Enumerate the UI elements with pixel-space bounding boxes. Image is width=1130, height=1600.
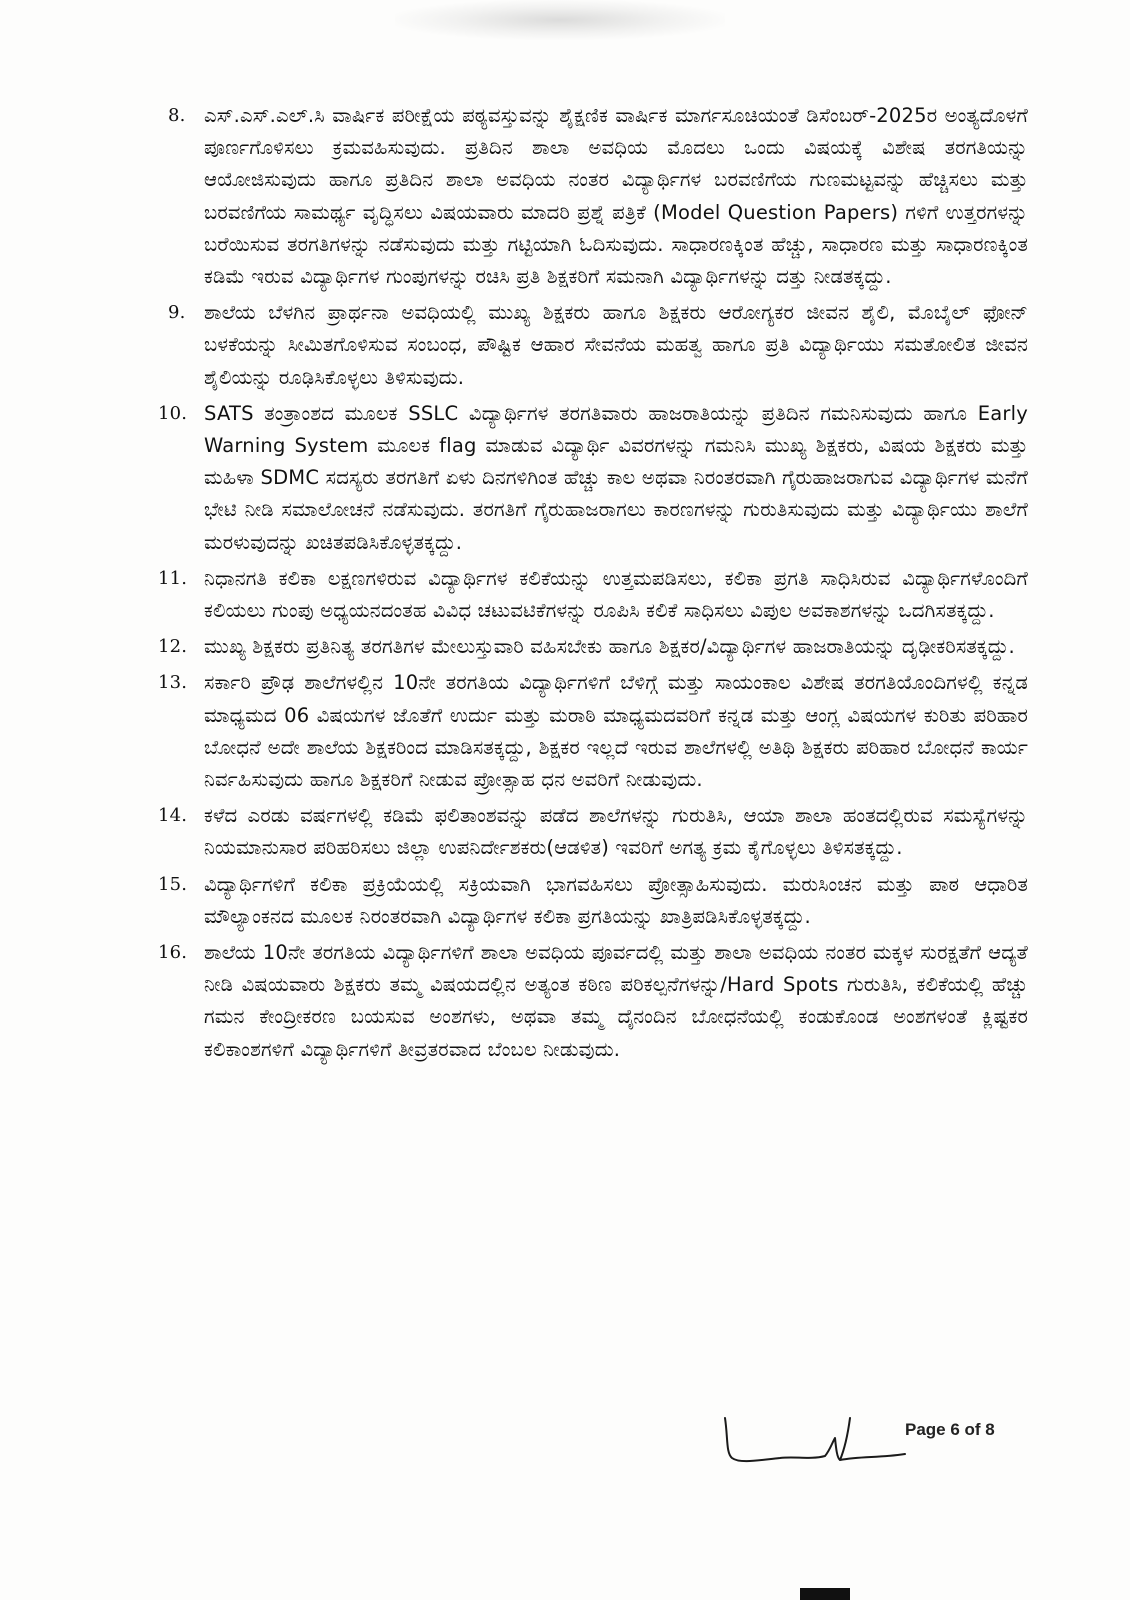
item-number: 8. xyxy=(168,105,186,126)
list-item xyxy=(158,667,1028,796)
list-item xyxy=(158,563,1028,627)
item-number: 15. xyxy=(158,873,188,895)
list-item xyxy=(168,100,1028,293)
item-text: ಶಾಲೆಯ ಬೆಳಗಿನ ಪ್ರಾರ್ಥನಾ ಅವಧಿಯಲ್ಲಿ ಮುಖ್ಯ ಶಿಕ್ಷಕರು ಹಾಗೂ ಶಿಕ್ಷಕರು ಆರೋಗ್ಯಕರ ಜೀವನ ಶೈಲಿ, ಮೊಬೈಲ್ ಫೋನ್ ಬಳಕೆಯನ್ನು ಸೀಮಿತಗೊಳಿಸುವ ಸಂಬಂಧ, ಪೌಷ್ಟಿಕ ಆಹಾರ ಸೇವನೆಯ ಮಹತ್ವ ಹಾಗೂ ಪ್ರತಿ ವಿದ್ಯಾರ್ಥಿಯು ಸಮತೋಲಿತ ಜೀವನ ಶೈಲಿಯನ್ನು ರೂಢಿಸಿಕೊಳ್ಳಲು ತಿಳಿಸುವುದು. xyxy=(204,301,1028,389)
instructions-list xyxy=(158,100,1028,1070)
item-text: SATS ತಂತ್ರಾಂಶದ ಮೂಲಕ SSLC ವಿದ್ಯಾರ್ಥಿಗಳ ತರಗತಿವಾರು ಹಾಜರಾತಿಯನ್ನು ಪ್ರತಿದಿನ ಗಮನಿಸುವುದು ಹಾಗೂ Early Warning System ಮೂಲಕ flag ಮಾಡುವ ವಿದ್ಯಾರ್ಥಿ ವಿವರಗಳನ್ನು ಗಮನಿಸಿ ಮುಖ್ಯ ಶಿಕ್ಷಕರು, ವಿಷಯ ಶಿಕ್ಷಕರು ಮತ್ತು ಮಹಿಳಾ SDMC ಸದಸ್ಯರು ತರಗತಿಗೆ ಏಳು ದಿನಗಳಿಗಿಂತ ಹೆಚ್ಚು ಕಾಲ ಅಥವಾ ನಿರಂತರವಾಗಿ ಗೈರುಹಾಜರಾಗುವ ವಿದ್ಯಾರ್ಥಿಗಳ ಮನೆಗೆ ಭೇಟಿ ನೀಡಿ ಸಮಾಲೋಚನೆ ನಡೆಸುವುದು. ತರಗತಿಗೆ ಗೈರುಹಾಜರಾಗಲು ಕಾರಣಗಳನ್ನು ಗುರುತಿಸುವುದು ಮತ್ತು ವಿದ್ಯಾರ್ಥಿಯು ಶಾಲೆಗೆ ಮರಳುವುದನ್ನು ಖಚಿತಪಡಿಸಿಕೊಳ್ಳತಕ್ಕದ್ದು. xyxy=(204,401,1028,554)
item-number: 10. xyxy=(158,402,188,424)
item-number: 14. xyxy=(158,805,188,827)
item-text: ಸರ್ಕಾರಿ ಪ್ರೌಢ ಶಾಲೆಗಳಲ್ಲಿನ 10ನೇ ತರಗತಿಯ ವಿದ್ಯಾರ್ಥಿಗಳಿಗೆ ಬೆಳಿಗ್ಗೆ ಮತ್ತು ಸಾಯಂಕಾಲ ವಿಶೇಷ ತರಗತಿಯೊಂದಿಗಳಲ್ಲಿ ಕನ್ನಡ ಮಾಧ್ಯಮದ 06 ವಿಷಯಗಳ ಜೊತೆಗೆ ಉರ್ದು ಮತ್ತು ಮರಾಠಿ ಮಾಧ್ಯಮದವರಿಗೆ ಕನ್ನಡ ಮತ್ತು ಆಂಗ್ಲ ವಿಷಯಗಳ ಕುರಿತು ಪರಿಹಾರ ಬೋಧನೆ ಅದೇ ಶಾಲೆಯ ಶಿಕ್ಷಕರಿಂದ ಮಾಡಿಸತಕ್ಕದ್ದು, ಶಿಕ್ಷಕರ ಇಲ್ಲದೆ ಇರುವ ಶಾಲೆಗಳಲ್ಲಿ ಅತಿಥಿ ಶಿಕ್ಷಕರು ಪರಿಹಾರ ಬೋಧನೆ ಕಾರ್ಯ ನಿರ್ವಹಿಸುವುದು ಹಾಗೂ ಶಿಕ್ಷಕರಿಗೆ ನೀಡುವ ಪ್ರೋತ್ಸಾಹ ಧನ ಅವರಿಗೆ ನೀಡುವುದು. xyxy=(204,671,1028,792)
item-number: 11. xyxy=(158,567,188,589)
list-item xyxy=(158,800,1028,864)
page-number: Page 6 of 8 xyxy=(905,1420,995,1439)
item-number: 13. xyxy=(158,672,188,694)
scan-mark xyxy=(800,1588,850,1600)
list-item xyxy=(158,937,1028,1066)
item-number: 16. xyxy=(158,942,188,964)
list-item xyxy=(158,398,1028,559)
item-number: 9. xyxy=(168,302,186,324)
item-text: ಮುಖ್ಯ ಶಿಕ್ಷಕರು ಪ್ರತಿನಿತ್ಯ ತರಗತಿಗಳ ಮೇಲುಸ್ತುವಾರಿ ವಹಿಸಬೇಕು ಹಾಗೂ ಶಿಕ್ಷಕರ/ವಿದ್ಯಾರ್ಥಿಗಳ ಹಾಜರಾತಿಯನ್ನು ದೃಢೀಕರಿಸತಕ್ಕದ್ದು. xyxy=(204,635,1015,659)
signature xyxy=(720,1398,920,1478)
item-number: 12. xyxy=(158,636,188,658)
scan-smudge xyxy=(395,0,725,40)
list-item xyxy=(158,869,1028,933)
item-text: ಎಸ್.ಎಸ್.ಎಲ್.ಸಿ ವಾರ್ಷಿಕ ಪರೀಕ್ಷೆಯ ಪಠ್ಯವಸ್ತುವನ್ನು ಶೈಕ್ಷಣಿಕ ವಾರ್ಷಿಕ ಮಾರ್ಗಸೂಚಿಯಂತೆ ಡಿಸೆಂಬರ್-2025ರ ಅಂತ್ಯದೊಳಗೆ ಪೂರ್ಣಗೊಳಿಸಲು ಕ್ರಮವಹಿಸುವುದು. ಪ್ರತಿದಿನ ಶಾಲಾ ಅವಧಿಯ ಮೊದಲು ಒಂದು ವಿಷಯಕ್ಕೆ ವಿಶೇಷ ತರಗತಿಯನ್ನು ಆಯೋಜಿಸುವುದು ಹಾಗೂ ಪ್ರತಿದಿನ ಶಾಲಾ ಅವಧಿಯ ನಂತರ ವಿದ್ಯಾರ್ಥಿಗಳ ಬರವಣಿಗೆಯ ಗುಣಮಟ್ಟವನ್ನು ಹೆಚ್ಚಿಸಲು ಮತ್ತು ಬರವಣಿಗೆಯ ಸಾಮರ್ಥ್ಯ ವೃದ್ಧಿಸಲು ವಿಷಯವಾರು ಮಾದರಿ ಪ್ರಶ್ನೆ ಪತ್ರಿಕೆ (Model Question Papers) ಗಳಿಗೆ ಉತ್ತರಗಳನ್ನು ಬರೆಯಿಸುವ ತರಗತಿಗಳನ್ನು ನಡೆಸುವುದು ಮತ್ತು ಗಟ್ಟಿಯಾಗಿ ಓದಿಸುವುದು. ಸಾಧಾರಣಕ್ಕಿಂತ ಹೆಚ್ಚು, ಸಾಧಾರಣ ಮತ್ತು ಸಾಧಾರಣಕ್ಕಿಂತ ಕಡಿಮೆ ಇರುವ ವಿದ್ಯಾರ್ಥಿಗಳ ಗುಂಪುಗಳನ್ನು ರಚಿಸಿ ಪ್ರತಿ ಶಿಕ್ಷಕರಿಗೆ ಸಮನಾಗಿ ವಿದ್ಯಾರ್ಥಿಗಳನ್ನು ದತ್ತು ನೀಡತಕ್ಕದ್ದು. xyxy=(204,104,1028,289)
item-text: ವಿದ್ಯಾರ್ಥಿಗಳಿಗೆ ಕಲಿಕಾ ಪ್ರಕ್ರಿಯೆಯಲ್ಲಿ ಸಕ್ರಿಯವಾಗಿ ಭಾಗವಹಿಸಲು ಪ್ರೋತ್ಸಾಹಿಸುವುದು. ಮರುಸಿಂಚನ ಮತ್ತು ಪಾಠ ಆಧಾರಿತ ಮೌಲ್ಯಾಂಕನದ ಮೂಲಕ ನಿರಂತರವಾಗಿ ವಿದ್ಯಾರ್ಥಿಗಳ ಕಲಿಕಾ ಪ್ರಗತಿಯನ್ನು ಖಾತ್ರಿಪಡಿಸಿಕೊಳ್ಳತಕ್ಕದ್ದು. xyxy=(204,872,1028,928)
item-text: ಕಳೆದ ಎರಡು ವರ್ಷಗಳಲ್ಲಿ ಕಡಿಮೆ ಫಲಿತಾಂಶವನ್ನು ಪಡೆದ ಶಾಲೆಗಳನ್ನು ಗುರುತಿಸಿ, ಆಯಾ ಶಾಲಾ ಹಂತದಲ್ಲಿರುವ ಸಮಸ್ಯೆಗಳನ್ನು ನಿಯಮಾನುಸಾರ ಪರಿಹರಿಸಲು ಜಿಲ್ಲಾ ಉಪನಿರ್ದೇಶಕರು(ಆಡಳಿತ) ಇವರಿಗೆ ಅಗತ್ಯ ಕ್ರಮ ಕೈಗೊಳ್ಳಲು ತಿಳಿಸತಕ್ಕದ್ದು. xyxy=(204,804,1028,860)
list-item xyxy=(158,631,1028,663)
list-item xyxy=(168,297,1028,394)
item-text: ಶಾಲೆಯ 10ನೇ ತರಗತಿಯ ವಿದ್ಯಾರ್ಥಿಗಳಿಗೆ ಶಾಲಾ ಅವಧಿಯ ಪೂರ್ವದಲ್ಲಿ ಮತ್ತು ಶಾಲಾ ಅವಧಿಯ ನಂತರ ಮಕ್ಕಳ ಸುರಕ್ಷತೆಗೆ ಆದ್ಯತೆ ನೀಡಿ ವಿಷಯವಾರು ಶಿಕ್ಷಕರು ತಮ್ಮ ವಿಷಯದಲ್ಲಿನ ಅತ್ಯಂತ ಕಠಿಣ ಪರಿಕಲ್ಪನೆಗಳನ್ನು/Hard Spots ಗುರುತಿಸಿ, ಕಲಿಕೆಯಲ್ಲಿ ಹೆಚ್ಚು ಗಮನ ಕೇಂದ್ರೀಕರಣ ಬಯಸುವ ಅಂಶಗಳು, ಅಥವಾ ತಮ್ಮ ದೈನಂದಿನ ಬೋಧನೆಯಲ್ಲಿ ಕಂಡುಕೊಂಡ ಅಂಶಗಳಂತೆ ಕ್ಲಿಷ್ಟಕರ ಕಲಿಕಾಂಶಗಳಿಗೆ ವಿದ್ಯಾರ್ಥಿಗಳಿಗೆ ತೀವ್ರತರವಾದ ಬೆಂಬಲ ನೀಡುವುದು. xyxy=(204,941,1028,1061)
item-text: ನಿಧಾನಗತಿ ಕಲಿಕಾ ಲಕ್ಷಣಗಳಿರುವ ವಿದ್ಯಾರ್ಥಿಗಳ ಕಲಿಕೆಯನ್ನು ಉತ್ತಮಪಡಿಸಲು, ಕಲಿಕಾ ಪ್ರಗತಿ ಸಾಧಿಸಿರುವ ವಿದ್ಯಾರ್ಥಿಗಳೊಂದಿಗೆ ಕಲಿಯಲು ಗುಂಪು ಅಧ್ಯಯನದಂತಹ ವಿವಿಧ ಚಟುವಟಿಕೆಗಳನ್ನು ರೂಪಿಸಿ ಕಲಿಕೆ ಸಾಧಿಸಲು ವಿಪುಲ ಅವಕಾಶಗಳನ್ನು ಒದಗಿಸತಕ್ಕದ್ದು. xyxy=(204,566,1028,623)
